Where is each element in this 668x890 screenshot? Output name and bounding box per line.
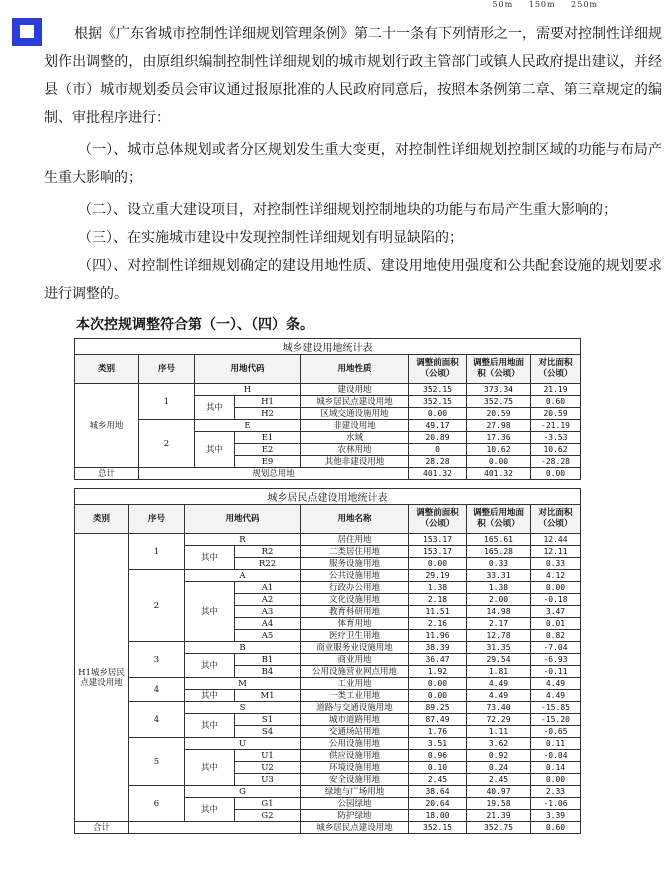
code-cell: A xyxy=(185,570,301,582)
code-cell: U2 xyxy=(235,762,301,774)
before-cell: 352.15 xyxy=(409,822,467,834)
before-cell: 38.39 xyxy=(409,642,467,654)
code-cell: A5 xyxy=(235,630,301,642)
after-cell: 2.00 xyxy=(467,594,531,606)
after-cell: 12.78 xyxy=(467,630,531,642)
after-cell: 0.24 xyxy=(467,762,531,774)
code-cell: S4 xyxy=(235,726,301,738)
name-cell: 安全设施用地 xyxy=(301,774,409,786)
table-row xyxy=(75,738,581,750)
name-cell: 环境设施用地 xyxy=(301,762,409,774)
after-cell: 29.54 xyxy=(467,654,531,666)
after-cell: 2.45 xyxy=(467,774,531,786)
header-cell: 调整后用地面积（公顷） xyxy=(467,505,531,534)
seq-cell: 1 xyxy=(139,384,195,420)
urban-rural-land-table xyxy=(74,338,581,480)
after-cell: 27.98 xyxy=(467,420,531,432)
seq-cell: 4 xyxy=(129,702,185,738)
name-cell: 公用设施营业网点用地 xyxy=(301,666,409,678)
diff-cell: 0.14 xyxy=(531,762,581,774)
before-cell: 153.17 xyxy=(409,546,467,558)
seq-cell: 2 xyxy=(139,420,195,468)
after-cell: 165.28 xyxy=(467,546,531,558)
name-cell: 城乡居民点建设用地 xyxy=(301,396,409,408)
before-cell: 1.76 xyxy=(409,726,467,738)
subgroup-cell: 其中 xyxy=(185,714,235,738)
square-bullet-icon xyxy=(12,18,42,46)
name-cell: 一类工业用地 xyxy=(301,690,409,702)
name-cell: 交通场站用地 xyxy=(301,726,409,738)
header-cell: 调整前面积（公顷） xyxy=(409,355,467,384)
category-cell: 城乡用地 xyxy=(75,384,139,468)
before-cell: 1.92 xyxy=(409,666,467,678)
after-cell: 40.97 xyxy=(467,786,531,798)
after-cell: 72.29 xyxy=(467,714,531,726)
after-cell: 1.11 xyxy=(467,726,531,738)
code-cell: U xyxy=(185,738,301,750)
after-cell: 10.62 xyxy=(467,444,531,456)
before-cell: 401.32 xyxy=(409,468,467,480)
diff-cell: -1.06 xyxy=(531,798,581,810)
after-cell: 401.32 xyxy=(467,468,531,480)
seq-cell: 5 xyxy=(129,738,185,786)
diff-cell: 0.00 xyxy=(531,468,581,480)
header-cell: 序号 xyxy=(129,505,185,534)
code-cell: A1 xyxy=(235,582,301,594)
diff-cell: 0.01 xyxy=(531,618,581,630)
diff-cell: 0.82 xyxy=(531,630,581,642)
diff-cell: 21.19 xyxy=(531,384,581,396)
diff-cell: 3.47 xyxy=(531,606,581,618)
name-cell: 防护绿地 xyxy=(301,810,409,822)
code-cell: E1 xyxy=(235,432,301,444)
table-row xyxy=(75,570,581,582)
after-cell: 4.49 xyxy=(467,678,531,690)
diff-cell: 0.60 xyxy=(531,396,581,408)
name-cell: 公园绿地 xyxy=(301,798,409,810)
name-cell: 水域 xyxy=(301,432,409,444)
diff-cell: 4.12 xyxy=(531,570,581,582)
header-cell: 对比面积（公顷） xyxy=(531,505,581,534)
diff-cell: -0.04 xyxy=(531,750,581,762)
table-row xyxy=(75,702,581,714)
clause-2: （二）、设立重大建设项目，对控制性详细规划控制地块的功能与布局产生重大影响的； xyxy=(78,202,617,218)
clause-3: （三）、在实施城市建设中发现控制性详细规划有明显缺陷的； xyxy=(78,230,463,246)
name-cell: 商业服务业设施用地 xyxy=(301,642,409,654)
name-cell: 公共设施用地 xyxy=(301,570,409,582)
scale-label: 150m xyxy=(528,0,556,9)
scale-bar-labels xyxy=(480,0,598,9)
seq-cell: 4 xyxy=(129,678,185,702)
after-cell: 33.31 xyxy=(467,570,531,582)
subgroup-cell: 其中 xyxy=(185,654,235,678)
before-cell: 1.38 xyxy=(409,582,467,594)
code-cell: H xyxy=(195,384,301,396)
code-cell: E xyxy=(195,420,301,432)
table-total-row xyxy=(75,822,581,834)
header-cell: 调整前面积（公顷） xyxy=(409,505,467,534)
clause-4: （四）、对控制性详细规划确定的建设用地性质、建设用地使用强度和公共配套设施的规划要求进行调整的。 xyxy=(44,258,662,302)
conclusion: 本次控规调整符合第（一）、（四）条。 xyxy=(76,317,314,333)
after-cell: 1.81 xyxy=(467,666,531,678)
name-cell: 绿地与广场用地 xyxy=(301,786,409,798)
after-cell: 19.58 xyxy=(467,798,531,810)
subgroup-cell: 其中 xyxy=(185,582,235,642)
before-cell: 29.19 xyxy=(409,570,467,582)
code-cell: S xyxy=(185,702,301,714)
after-cell: 0.92 xyxy=(467,750,531,762)
seq-cell: 3 xyxy=(129,642,185,678)
intro-paragraph: 根据《广东省城市控制性详细规划管理条例》第二十一条有下列情形之一，需要对控制性详细规划作出调整的，由原组织编制控制性详细规划的城市规划行政主管部门或镇人民政府提出建议，并经县（市）城市规划委员会审议通过报原批准的人民政府同意后，按照本条例第二章、第三章规定的编制、审批程序进行： xyxy=(44,26,662,126)
diff-cell: -28.28 xyxy=(531,456,581,468)
after-cell: 2.17 xyxy=(467,618,531,630)
residential-land-table xyxy=(74,488,581,834)
seq-cell: 6 xyxy=(129,786,185,822)
code-cell: A3 xyxy=(235,606,301,618)
before-cell: 153.17 xyxy=(409,534,467,546)
diff-cell: 0.60 xyxy=(531,822,581,834)
before-cell: 0.00 xyxy=(409,558,467,570)
diff-cell: 12.11 xyxy=(531,546,581,558)
table-row xyxy=(75,786,581,798)
code-cell: B xyxy=(185,642,301,654)
code-cell: B4 xyxy=(235,666,301,678)
clause-1: （一）、城市总体规划或者分区规划发生重大变更，对控制性详细规划控制区域的功能与布局产生重大影响的； xyxy=(44,142,662,186)
before-cell: 0 xyxy=(409,444,467,456)
before-cell: 89.25 xyxy=(409,702,467,714)
code-cell: G2 xyxy=(235,810,301,822)
before-cell: 11.51 xyxy=(409,606,467,618)
before-cell: 87.49 xyxy=(409,714,467,726)
table-row xyxy=(75,384,581,396)
diff-cell: -0.65 xyxy=(531,726,581,738)
code-cell: U3 xyxy=(235,774,301,786)
name-cell: 规划总用地 xyxy=(139,468,409,480)
code-cell: A2 xyxy=(235,594,301,606)
subgroup-cell: 其中 xyxy=(195,432,235,468)
code-cell: H2 xyxy=(235,408,301,420)
before-cell: 0.00 xyxy=(409,690,467,702)
diff-cell: 4.49 xyxy=(531,690,581,702)
diff-cell: -15.85 xyxy=(531,702,581,714)
before-cell: 28.28 xyxy=(409,456,467,468)
diff-cell: -6.93 xyxy=(531,654,581,666)
before-cell: 3.51 xyxy=(409,738,467,750)
name-cell: 行政办公用地 xyxy=(301,582,409,594)
diff-cell: -3.53 xyxy=(531,432,581,444)
name-cell: 商业用地 xyxy=(301,654,409,666)
table-row xyxy=(75,678,581,690)
after-cell: 21.39 xyxy=(467,810,531,822)
before-cell: 38.64 xyxy=(409,786,467,798)
code-cell: R22 xyxy=(235,558,301,570)
subgroup-cell: 其中 xyxy=(185,690,235,702)
code-cell: A4 xyxy=(235,618,301,630)
after-cell: 352.75 xyxy=(467,396,531,408)
name-cell: 体育用地 xyxy=(301,618,409,630)
name-cell: 农林用地 xyxy=(301,444,409,456)
after-cell: 352.75 xyxy=(467,822,531,834)
diff-cell: 10.62 xyxy=(531,444,581,456)
after-cell: 4.49 xyxy=(467,690,531,702)
seq-cell: 2 xyxy=(129,570,185,642)
after-cell: 0.00 xyxy=(467,456,531,468)
before-cell: 352.15 xyxy=(409,384,467,396)
name-cell: 城市道路用地 xyxy=(301,714,409,726)
before-cell: 0.10 xyxy=(409,762,467,774)
table-row xyxy=(75,420,581,432)
after-cell: 73.40 xyxy=(467,702,531,714)
header-cell: 调整后用地面积（公顷） xyxy=(467,355,531,384)
diff-cell: 0.00 xyxy=(531,774,581,786)
before-cell: 2.18 xyxy=(409,594,467,606)
diff-cell: 4.49 xyxy=(531,678,581,690)
diff-cell: -21.19 xyxy=(531,420,581,432)
diff-cell: -0.11 xyxy=(531,666,581,678)
subgroup-cell: 其中 xyxy=(195,396,235,420)
total-label: 总计 xyxy=(75,468,139,480)
before-cell: 2.16 xyxy=(409,618,467,630)
table-row xyxy=(75,642,581,654)
before-cell: 0.00 xyxy=(409,408,467,420)
name-cell: 文化设施用地 xyxy=(301,594,409,606)
before-cell: 36.47 xyxy=(409,654,467,666)
header-cell: 类别 xyxy=(75,505,129,534)
header-cell: 用地代码 xyxy=(185,505,301,534)
name-cell: 城乡居民点建设用地 xyxy=(301,822,409,834)
diff-cell: 0.00 xyxy=(531,582,581,594)
name-cell: 公用设施用地 xyxy=(301,738,409,750)
after-cell: 0.33 xyxy=(467,558,531,570)
code-cell: U1 xyxy=(235,750,301,762)
code-cell: E2 xyxy=(235,444,301,456)
name-cell: 教育科研用地 xyxy=(301,606,409,618)
name-cell: 区域交通设施用地 xyxy=(301,408,409,420)
diff-cell: 2.33 xyxy=(531,786,581,798)
after-cell: 165.61 xyxy=(467,534,531,546)
diff-cell: 20.59 xyxy=(531,408,581,420)
diff-cell: 3.39 xyxy=(531,810,581,822)
name-cell: 医疗卫生用地 xyxy=(301,630,409,642)
name-cell: 工业用地 xyxy=(301,678,409,690)
subgroup-cell: 其中 xyxy=(185,750,235,786)
scale-label: 50m xyxy=(492,0,514,9)
after-cell: 31.35 xyxy=(467,642,531,654)
header-cell: 序号 xyxy=(139,355,195,384)
name-cell: 服务设施用地 xyxy=(301,558,409,570)
table-title: 城乡居民点建设用地统计表 xyxy=(75,489,581,505)
name-cell: 非建设用地 xyxy=(301,420,409,432)
after-cell: 17.36 xyxy=(467,432,531,444)
header-cell: 对比面积（公顷） xyxy=(531,355,581,384)
name-cell: 建设用地 xyxy=(301,384,409,396)
code-cell: G xyxy=(185,786,301,798)
after-cell: 3.62 xyxy=(467,738,531,750)
name-cell: 其他非建设用地 xyxy=(301,456,409,468)
code-cell: G1 xyxy=(235,798,301,810)
before-cell: 0.96 xyxy=(409,750,467,762)
seq-cell: 1 xyxy=(129,534,185,570)
code-cell: M xyxy=(185,678,301,690)
code-cell: E9 xyxy=(235,456,301,468)
code-cell: S1 xyxy=(235,714,301,726)
header-cell: 用地性质 xyxy=(301,355,409,384)
before-cell: 0.00 xyxy=(409,678,467,690)
header-cell: 用地名称 xyxy=(301,505,409,534)
after-cell: 1.38 xyxy=(467,582,531,594)
after-cell: 14.98 xyxy=(467,606,531,618)
name-cell: 二类居住用地 xyxy=(301,546,409,558)
table-title: 城乡建设用地统计表 xyxy=(75,339,581,355)
subgroup-cell: 其中 xyxy=(185,798,235,822)
name-cell: 供应设施用地 xyxy=(301,750,409,762)
table-total-row xyxy=(75,468,581,480)
before-cell: 18.00 xyxy=(409,810,467,822)
diff-cell: -15.20 xyxy=(531,714,581,726)
category-cell: H1城乡居民点建设用地 xyxy=(75,534,129,822)
name-cell: 道路与交通设施用地 xyxy=(301,702,409,714)
total-label: 合计 xyxy=(75,822,129,834)
after-cell: 20.59 xyxy=(467,408,531,420)
table-row xyxy=(75,534,581,546)
after-cell: 373.34 xyxy=(467,384,531,396)
scale-label: 250m xyxy=(571,0,598,9)
code-cell: R xyxy=(185,534,301,546)
diff-cell: 0.11 xyxy=(531,738,581,750)
before-cell: 49.17 xyxy=(409,420,467,432)
header-cell: 类别 xyxy=(75,355,139,384)
diff-cell: 0.33 xyxy=(531,558,581,570)
code-cell: B1 xyxy=(235,654,301,666)
name-cell: 居住用地 xyxy=(301,534,409,546)
diff-cell: 12.44 xyxy=(531,534,581,546)
code-cell: M1 xyxy=(235,690,301,702)
diff-cell: -7.04 xyxy=(531,642,581,654)
code-cell: R2 xyxy=(235,546,301,558)
before-cell: 11.96 xyxy=(409,630,467,642)
before-cell: 20.64 xyxy=(409,798,467,810)
before-cell: 2.45 xyxy=(409,774,467,786)
subgroup-cell: 其中 xyxy=(185,546,235,570)
header-cell: 用地代码 xyxy=(195,355,301,384)
diff-cell: -0.18 xyxy=(531,594,581,606)
before-cell: 20.89 xyxy=(409,432,467,444)
code-cell: H1 xyxy=(235,396,301,408)
before-cell: 352.15 xyxy=(409,396,467,408)
